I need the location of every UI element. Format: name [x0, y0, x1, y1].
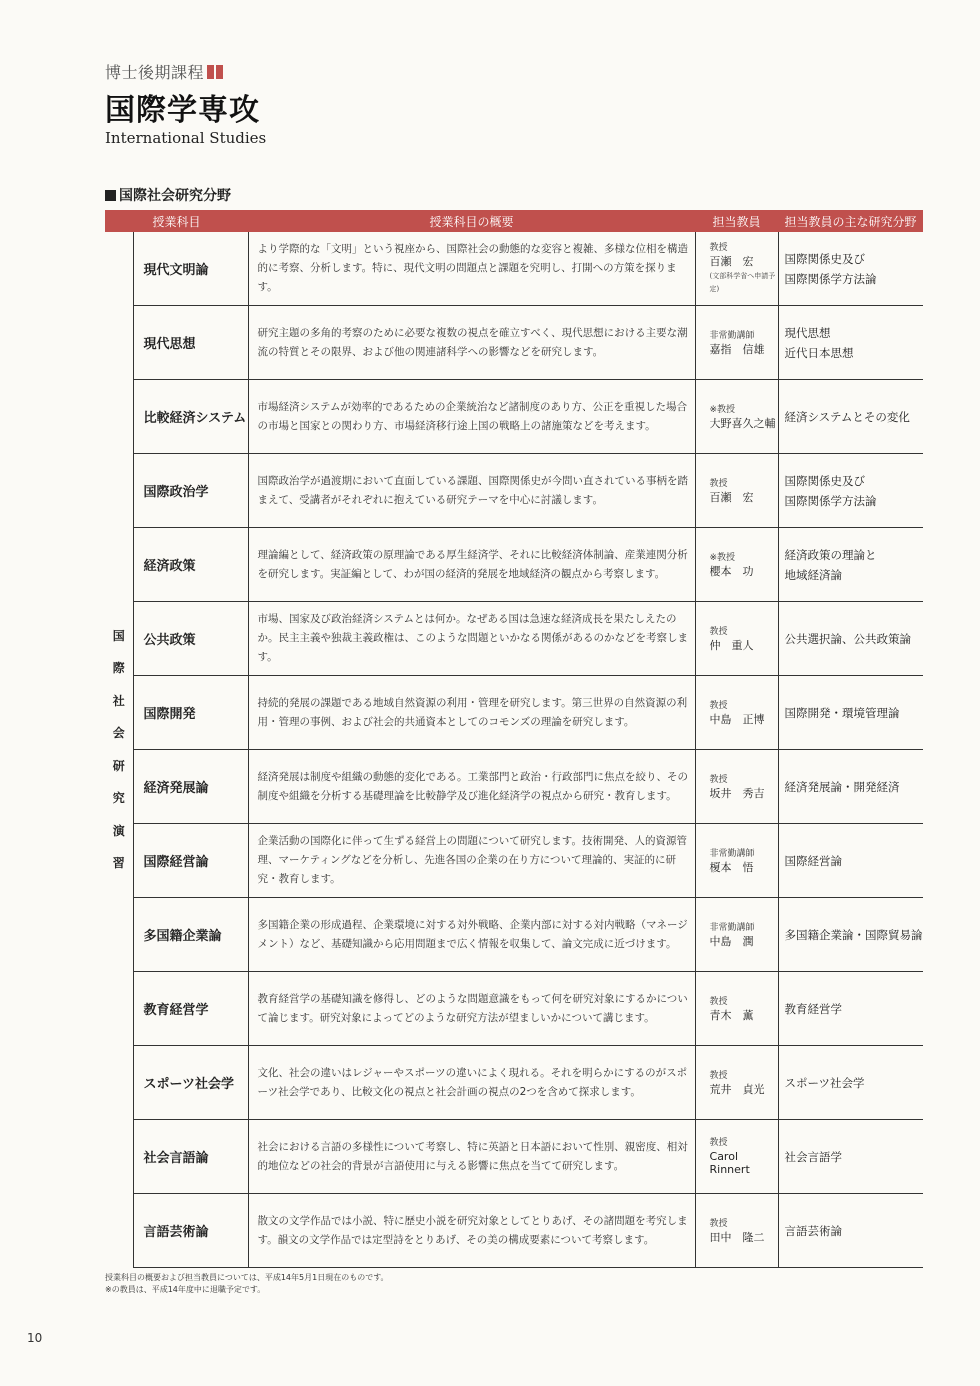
research-field-line: 国際経営論 [784, 853, 843, 868]
description-cell: 社会における言語の多様性について考察し、特に英語と日本語において性別、親密度、相対的地位などの社会的背景が言語使用に与える影響に焦点を当てて研究します。 [248, 1120, 695, 1194]
research-field-line: 経済発展論・開発経済 [784, 779, 900, 794]
section-square-icon [105, 190, 116, 201]
table-row [105, 380, 923, 454]
instructor-rank: 教授 [709, 626, 728, 637]
description-cell: 散文の文学作品では小説、特に歴史小説を研究対象としてとりあげ、その諸問題を考究します。韻文の文学作品では定型詩をとりあげ、その美の構成要素について考察します。 [248, 1194, 695, 1268]
subject-cell: 社会言語論 [133, 1120, 248, 1194]
table-body [105, 232, 923, 1268]
instructor-note: (文部科学省へ申請予定) [709, 271, 776, 293]
instructor-name: 荒井 貞光 [709, 1082, 765, 1096]
instructor-cell [695, 602, 778, 676]
research-field-line: 近代日本思想 [784, 345, 854, 360]
program-marks [207, 65, 223, 79]
table-header-row [105, 210, 923, 232]
research-field-cell [778, 306, 923, 380]
section-title [105, 185, 231, 205]
research-field-line: 多国籍企業論・国際貿易論 [784, 927, 923, 942]
subject-cell: 多国籍企業論 [133, 898, 248, 972]
subject-cell: 国際経営論 [133, 824, 248, 898]
instructor-name: 中島 正博 [709, 712, 765, 726]
program-label [105, 60, 266, 83]
table-row [105, 454, 923, 528]
table-row [105, 824, 923, 898]
table-row [105, 602, 923, 676]
instructor-name: Carol Rinnert [709, 1150, 750, 1176]
research-field-line: 現代思想 [784, 325, 831, 340]
research-field-line: スポーツ社会学 [784, 1075, 865, 1090]
instructor-cell [695, 528, 778, 602]
research-field-line: 国際関係学方法論 [784, 271, 877, 286]
vertical-label [105, 232, 133, 1268]
page-title: 国際学専攻 [105, 93, 260, 128]
instructor-cell [695, 1194, 778, 1268]
research-field-cell [778, 232, 923, 306]
table-row [105, 972, 923, 1046]
instructor-rank: 教授 [709, 1138, 728, 1148]
research-field-cell [778, 528, 923, 602]
instructor-rank: ※教授 [709, 552, 736, 563]
program-text: 博士後期課程 [105, 63, 205, 82]
table-row [105, 306, 923, 380]
footnote: ※の教員は、平成14年度中に退職予定です。 [105, 1285, 266, 1294]
table-row [105, 676, 923, 750]
instructor-cell [695, 454, 778, 528]
subject-cell: スポーツ社会学 [133, 1046, 248, 1120]
instructor-cell [695, 898, 778, 972]
research-field-cell [778, 1120, 923, 1194]
research-field-line: 国際関係史及び [784, 473, 866, 488]
research-field-line: 経済政策の理論と [784, 547, 877, 562]
page-header [105, 60, 266, 147]
description-cell: 教育経営学の基礎知識を修得し、どのような問題意識をもって何を研究対象にするかについて論じます。研究対象によってどのような研究方法が望ましいかについて講じます。 [248, 972, 695, 1046]
section-title-text: 国際社会研究分野 [119, 188, 231, 204]
table-row [105, 528, 923, 602]
instructor-rank: 非常勤講師 [709, 848, 755, 859]
research-field-cell [778, 1046, 923, 1120]
research-field-line: 国際開発・環境管理論 [784, 705, 900, 720]
subject-cell: 経済政策 [133, 528, 248, 602]
table-row [105, 1120, 923, 1194]
research-field-cell [778, 824, 923, 898]
footnotes [105, 1272, 389, 1296]
table-row [105, 898, 923, 972]
page-number: 10 [27, 1331, 43, 1345]
instructor-cell [695, 232, 778, 306]
table-row [105, 750, 923, 824]
instructor-cell [695, 1120, 778, 1194]
instructor-rank: 非常勤講師 [709, 922, 755, 933]
subject-cell: 国際政治学 [133, 454, 248, 528]
instructor-cell [695, 972, 778, 1046]
table-row [105, 1046, 923, 1120]
instructor-name: 青木 薫 [709, 1008, 754, 1022]
instructor-name: 百瀬 宏 [709, 254, 754, 268]
header-research-field: 担当教員の主な研究分野 [778, 210, 923, 232]
instructor-name: 嘉指 信雄 [709, 342, 765, 356]
instructor-rank: 教授 [709, 1070, 728, 1081]
description-cell: 市場、国家及び政治経済システムとは何か。なぜある国は急速な経済成長を果たしえたのか。民主主義や独裁主義政権は、このような問題といかなる関係があるのかなどを考察します。 [248, 602, 695, 676]
research-field-cell [778, 454, 923, 528]
instructor-rank: 非常勤講師 [709, 330, 755, 341]
description-cell: 経済発展は制度や組織の動態的変化である。工業部門と政治・行政部門に焦点を絞り、その制度や組織を分析する基礎理論を比較静学及び進化経済学の視点から研究・教育します。 [248, 750, 695, 824]
instructor-rank: 教授 [709, 478, 728, 489]
research-field-cell [778, 750, 923, 824]
course-table [105, 210, 923, 1268]
subject-cell: 経済発展論 [133, 750, 248, 824]
description-cell: 研究主題の多角的考察のために必要な複数の視点を確立すべく、現代思想における主要な潮流の特質とその限界、および他の関連諸科学への影響などを研究します。 [248, 306, 695, 380]
instructor-rank: 教授 [709, 996, 728, 1007]
research-field-line: 経済システムとその変化 [784, 409, 910, 424]
description-cell: 持続的発展の課題である地域自然資源の利用・管理を研究します。第三世界の自然資源の利用・管理の事例、および社会的共通資本としてのコモンズの理論を研究します。 [248, 676, 695, 750]
research-field-cell [778, 1194, 923, 1268]
instructor-name: 田中 隆二 [709, 1230, 765, 1244]
instructor-name: 坂井 秀吉 [709, 786, 765, 800]
research-field-cell [778, 602, 923, 676]
instructor-rank: 教授 [709, 700, 728, 711]
instructor-cell [695, 750, 778, 824]
vertical-label-text: 国際社会研究演習 [112, 628, 125, 871]
header-instructor: 担当教員 [695, 210, 778, 232]
description-cell: より学際的な「文明」という視座から、国際社会の動態的な変容と複雑、多様な位相を構造的に考察、分析します。特に、現代文明の問題点と課題を究明し、打開への方策を探ります。 [248, 232, 695, 306]
instructor-name: 百瀬 宏 [709, 490, 754, 504]
description-cell: 理論編として、経済政策の原理論である厚生経済学、それに比較経済体制論、産業連関分析を研究します。実証編として、わが国の経済的発展を地域経済の観点から考察します。 [248, 528, 695, 602]
instructor-rank: 教授 [709, 242, 728, 253]
research-field-line: 言語芸術論 [784, 1223, 843, 1238]
subject-cell: 現代思想 [133, 306, 248, 380]
description-cell: 文化、社会の違いはレジャーやスポーツの違いによく現れる。それを明らかにするのがスポーツ社会学であり、比較文化の視点と社会計画の視点の2つを含めて探求します。 [248, 1046, 695, 1120]
subject-cell: 公共政策 [133, 602, 248, 676]
subject-cell: 比較経済システム [133, 380, 248, 454]
instructor-rank: 教授 [709, 774, 728, 785]
research-field-cell [778, 898, 923, 972]
instructor-name: 大野喜久之輔 [709, 416, 776, 430]
research-field-line: 地域経済論 [784, 567, 843, 582]
instructor-cell [695, 824, 778, 898]
instructor-cell [695, 1046, 778, 1120]
research-field-line: 公共選択論、公共政策論 [784, 631, 912, 646]
instructor-rank: 教授 [709, 1218, 728, 1229]
instructor-name: 榎本 悟 [709, 860, 754, 874]
description-cell: 企業活動の国際化に伴って生ずる経営上の問題について研究します。技術開発、人的資源管理、マーケティングなどを分析し、先進各国の企業の在り方について理論的、実証的に研究・教育します。 [248, 824, 695, 898]
description-cell: 多国籍企業の形成過程、企業環境に対する対外戦略、企業内部に対する対内戦略（マネージメント）など、基礎知識から応用問題まで広く情報を収集して、論文完成に近づけます。 [248, 898, 695, 972]
instructor-name: 仲 重人 [709, 638, 754, 652]
research-field-line: 国際関係学方法論 [784, 493, 877, 508]
research-field-cell [778, 972, 923, 1046]
footnote: 授業科目の概要および担当教員については、平成14年5月1日現在のものです。 [105, 1273, 389, 1282]
research-field-line: 教育経営学 [784, 1001, 843, 1016]
page-subtitle: International Studies [105, 129, 267, 147]
research-field-cell [778, 676, 923, 750]
subject-cell: 言語芸術論 [133, 1194, 248, 1268]
research-field-line: 国際関係史及び [784, 251, 866, 266]
instructor-name: 櫻本 功 [709, 564, 754, 578]
header-description: 授業科目の概要 [248, 210, 695, 232]
description-cell: 市場経済システムが効率的であるための企業統治など諸制度のあり方、公正を重視した場合の市場と国家との関わり方、市場経済移行途上国の戦略上の諸施策などを考えます。 [248, 380, 695, 454]
subject-cell: 国際開発 [133, 676, 248, 750]
instructor-cell [695, 380, 778, 454]
instructor-cell [695, 306, 778, 380]
subject-cell: 教育経営学 [133, 972, 248, 1046]
header-subject: 授業科目 [105, 210, 248, 232]
instructor-cell [695, 676, 778, 750]
table-row [105, 1194, 923, 1268]
instructor-name: 中島 潤 [709, 934, 754, 948]
research-field-line: 社会言語学 [784, 1149, 843, 1164]
table-row [105, 232, 923, 306]
description-cell: 国際政治学が過渡期において直面している課題、国際関係史が今問い直されている事柄を踏まえて、受講者がそれぞれに抱えている研究テーマを中心に討議します。 [248, 454, 695, 528]
instructor-rank: ※教授 [709, 404, 736, 415]
research-field-cell [778, 380, 923, 454]
subject-cell: 現代文明論 [133, 232, 248, 306]
